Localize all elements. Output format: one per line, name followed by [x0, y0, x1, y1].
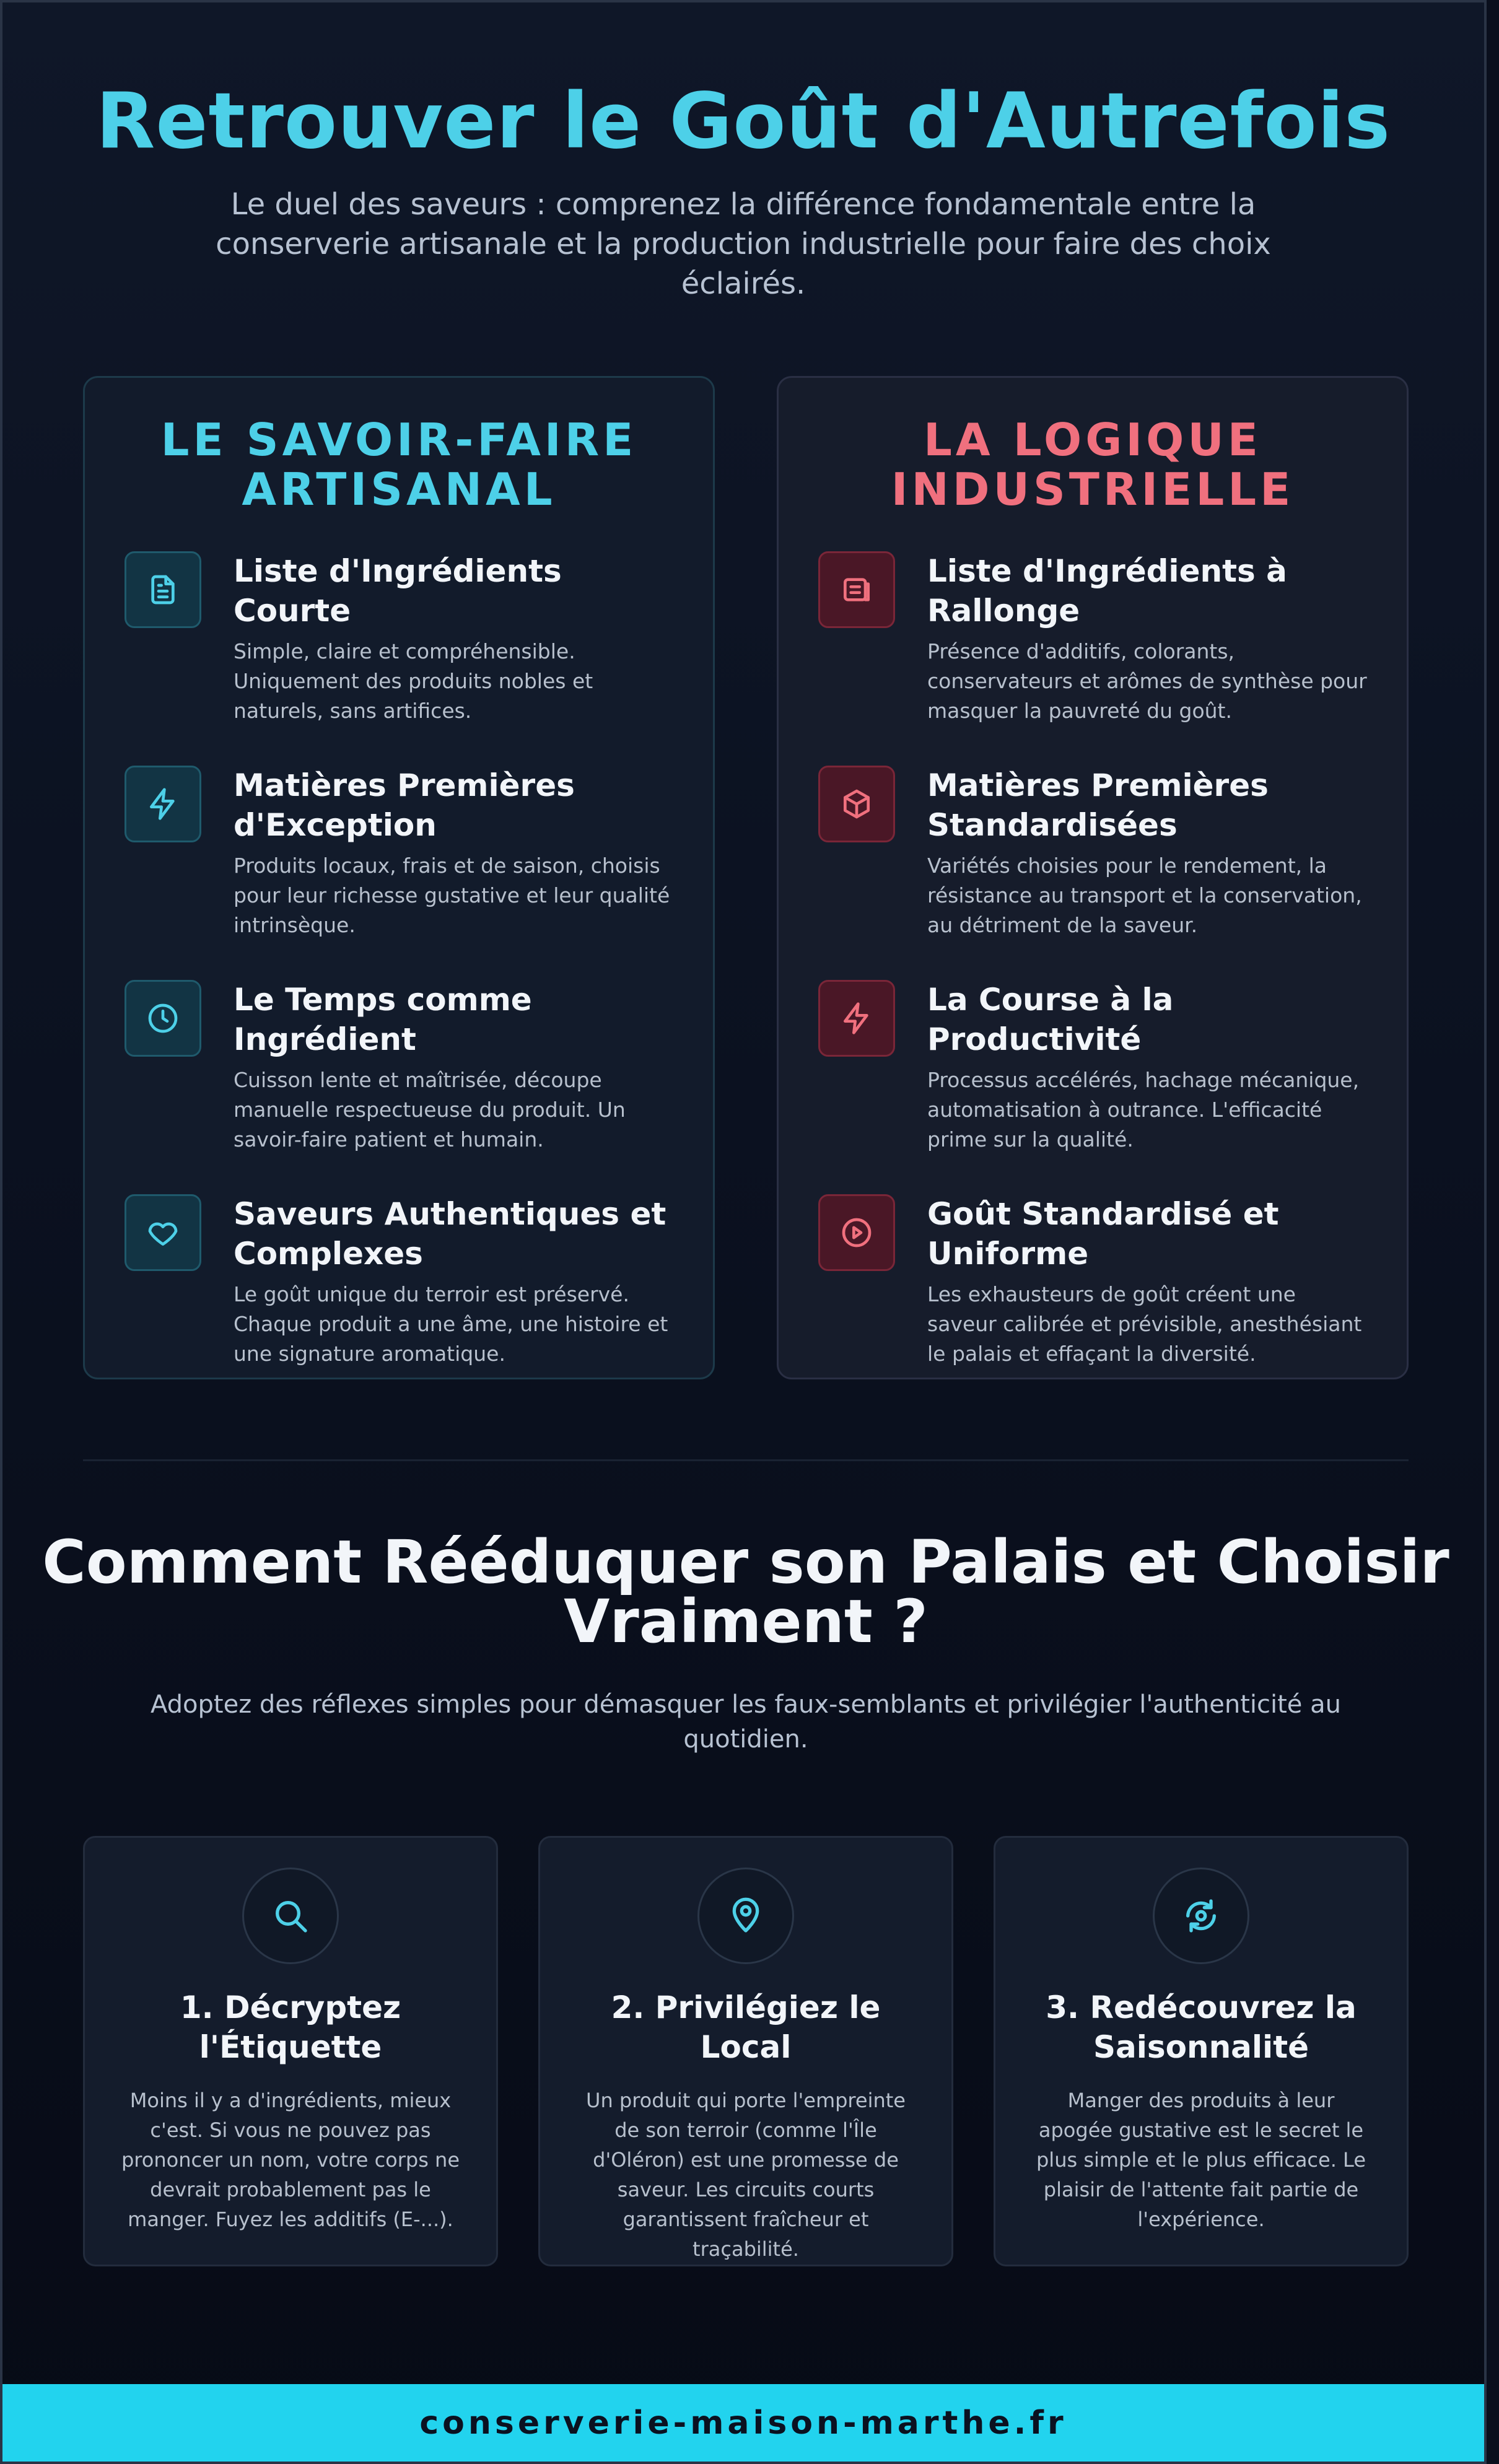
item-text: Produits locaux, frais et de saison, choisis pour leur richesse gustative et leur qualité intrinsèque. [234, 854, 670, 937]
item-title: Liste d'Ingrédients à Rallonge [927, 553, 1287, 629]
footer-bar [2, 2384, 1484, 2462]
item-text: Présence d'additifs, colorants, conservateurs et arômes de synthèse pour masquer la pauvreté du goût. [927, 639, 1367, 723]
item-title: Matières Premières d'Exception [234, 767, 575, 843]
item-title: Saveurs Authentiques et Complexes [234, 1196, 666, 1272]
header [2, 2, 1484, 304]
item-title: Goût Standardisé et Uniforme [927, 1196, 1279, 1272]
card-title: 3. Redécouvrez la Saisonnalité [1046, 1990, 1357, 2065]
item-text: Processus accélérés, hachage mécanique, automatisation à outrance. L'efficacité prime sur la qualité. [927, 1068, 1360, 1151]
industrial-title: LA LOGIQUE INDUSTRIELLE [891, 414, 1295, 515]
artisanal-item [125, 1194, 673, 1369]
tip-card [538, 1836, 953, 2266]
item-title: Matières Premières Standardisées [927, 767, 1269, 843]
card-title: 1. Décryptez l'Étiquette [180, 1990, 401, 2065]
item-text: Le goût unique du terroir est préservé. Chaque produit a une âme, une histoire et une signature aromatique. [234, 1282, 668, 1366]
clock-icon [125, 980, 201, 1057]
seasons-icon [1153, 1868, 1249, 1964]
card-text: Un produit qui porte l'empreinte de son terroir (comme l'Île d'Oléron) est une promesse de saveur. Les circuits courts garantissent fraîcheur et traçabilité. [586, 2089, 906, 2261]
artisanal-column [83, 376, 715, 1379]
item-text: Les exhausteurs de goût créent une saveur calibrée et prévisible, anesthésiant le palais et effaçant la diversité. [927, 1282, 1362, 1366]
section-divider [83, 1459, 1409, 1461]
footer-website[interactable]: conserverie-maison-marthe.fr [419, 2404, 1067, 2442]
item-text: Variétés choisies pour le rendement, la résistance au transport et la conservation, au détriment de la saveur. [927, 854, 1362, 937]
map-pin-icon [697, 1868, 794, 1964]
card-title: 2. Privilégiez le Local [611, 1990, 881, 2065]
receipt-icon [818, 551, 895, 628]
artisanal-title: LE SAVOIR-FAIRE ARTISANAL [160, 414, 637, 515]
section-title: Comment Rééduquer son Palais et Choisir Vraiment ? [42, 1527, 1449, 1656]
industrial-item [818, 980, 1367, 1155]
lightning-icon [125, 766, 201, 842]
artisanal-item [125, 980, 673, 1155]
item-title: Liste d'Ingrédients Courte [234, 553, 562, 629]
box-icon [818, 766, 895, 842]
tip-card [83, 1836, 498, 2266]
industrial-column [777, 376, 1409, 1379]
heart-icon [125, 1194, 201, 1271]
card-text: Manger des produits à leur apogée gustative est le secret le plus simple et le plus efficace. Le plaisir de l'attente fait partie de l'expérience. [1036, 2089, 1366, 2231]
item-text: Simple, claire et compréhensible. Uniquement des produits nobles et naturels, sans artifices. [234, 639, 593, 723]
item-text: Cuisson lente et maîtrisée, découpe manuelle respectueuse du produit. Un savoir-faire patient et humain. [234, 1068, 626, 1151]
lightning-icon [818, 980, 895, 1057]
page-title: Retrouver le Goût d'Autrefois [95, 77, 1391, 166]
industrial-item [818, 766, 1367, 940]
item-title: La Course à la Productivité [927, 982, 1174, 1057]
comparison-columns [83, 376, 1409, 1379]
industrial-item [818, 551, 1367, 726]
tips-section [2, 1527, 1489, 1757]
document-icon [125, 551, 201, 628]
page-subtitle: Le duel des saveurs : comprenez la différence fondamentale entre la conserverie artisanale et la production industrielle pour faire des choix éclairés. [216, 187, 1271, 301]
search-icon [242, 1868, 339, 1964]
item-title: Le Temps comme Ingrédient [234, 982, 532, 1057]
artisanal-item [125, 766, 673, 940]
card-text: Moins il y a d'ingrédients, mieux c'est. Si vous ne pouvez pas prononcer un nom, votre corps ne devrait probablement pas le manger. Fuyez les additifs (E-...). [121, 2089, 460, 2231]
industrial-item [818, 1194, 1367, 1369]
tip-cards [83, 1836, 1409, 2266]
artisanal-item [125, 551, 673, 726]
tip-card [994, 1836, 1409, 2266]
play-circle-icon [818, 1194, 895, 1271]
section-subtitle: Adoptez des réflexes simples pour démasquer les faux-semblants et privilégier l'authenticité au quotidien. [151, 1690, 1341, 1754]
